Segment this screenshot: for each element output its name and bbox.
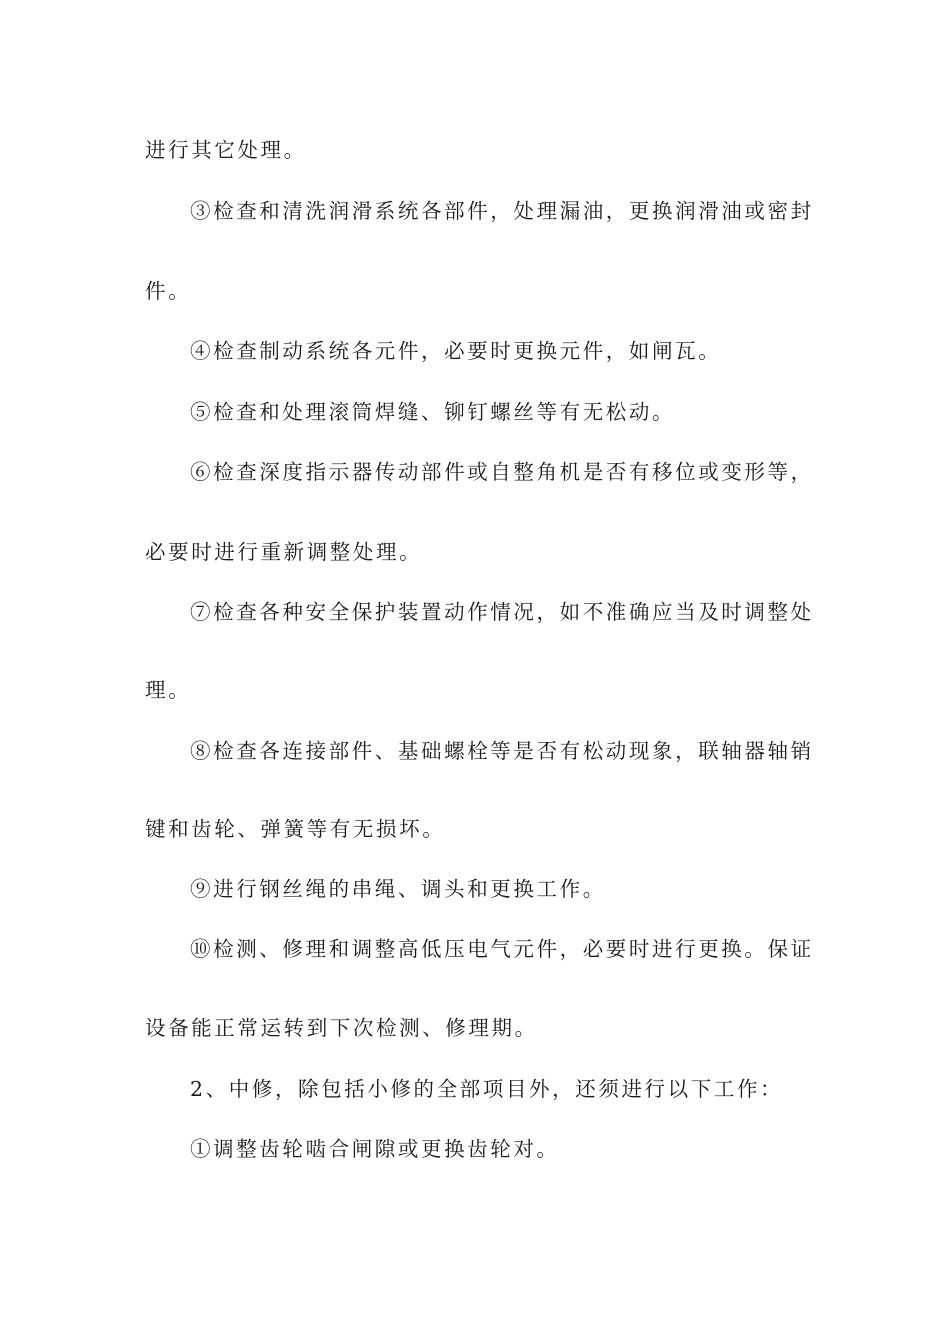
text-line-11: 键和齿轮、弹簧等有无损坏。 (145, 817, 446, 841)
text-line-9: 理。 (145, 678, 192, 702)
text-line-5: ⑤检查和处理滚筒焊缝、铆钉螺丝等有无松动。 (190, 400, 676, 424)
text-line-1: 进行其它处理。 (145, 138, 307, 162)
text-line-7: 必要时进行重新调整处理。 (145, 540, 423, 564)
text-line-13: ⑩检测、修理和调整高低压电气元件，必要时进行更换。保证 (190, 937, 814, 961)
text-line-14: 设备能正常运转到下次检测、修理期。 (145, 1016, 538, 1040)
text-line-10: ⑧检查各连接部件、基础螺栓等是否有松动现象，联轴器轴销 (190, 739, 814, 763)
text-line-12: ⑨进行钢丝绳的串绳、调头和更换工作。 (190, 877, 606, 901)
text-line-3: 件。 (145, 279, 192, 303)
text-line-4: ④检查制动系统各元件，必要时更换元件，如闸瓦。 (190, 339, 722, 363)
text-line-15: 2、中修，除包括小修的全部项目外，还须进行以下工作： (190, 1077, 784, 1101)
text-line-6: ⑥检查深度指示器传动部件或自整角机是否有移位或变形等， (190, 460, 814, 484)
text-line-8: ⑦检查各种安全保护装置动作情况，如不准确应当及时调整处 (190, 600, 814, 624)
text-line-2: ③检查和清洗润滑系统各部件，处理漏油，更换润滑油或密封 (190, 199, 814, 223)
text-line-16: ①调整齿轮啮合闸隙或更换齿轮对。 (190, 1137, 560, 1161)
